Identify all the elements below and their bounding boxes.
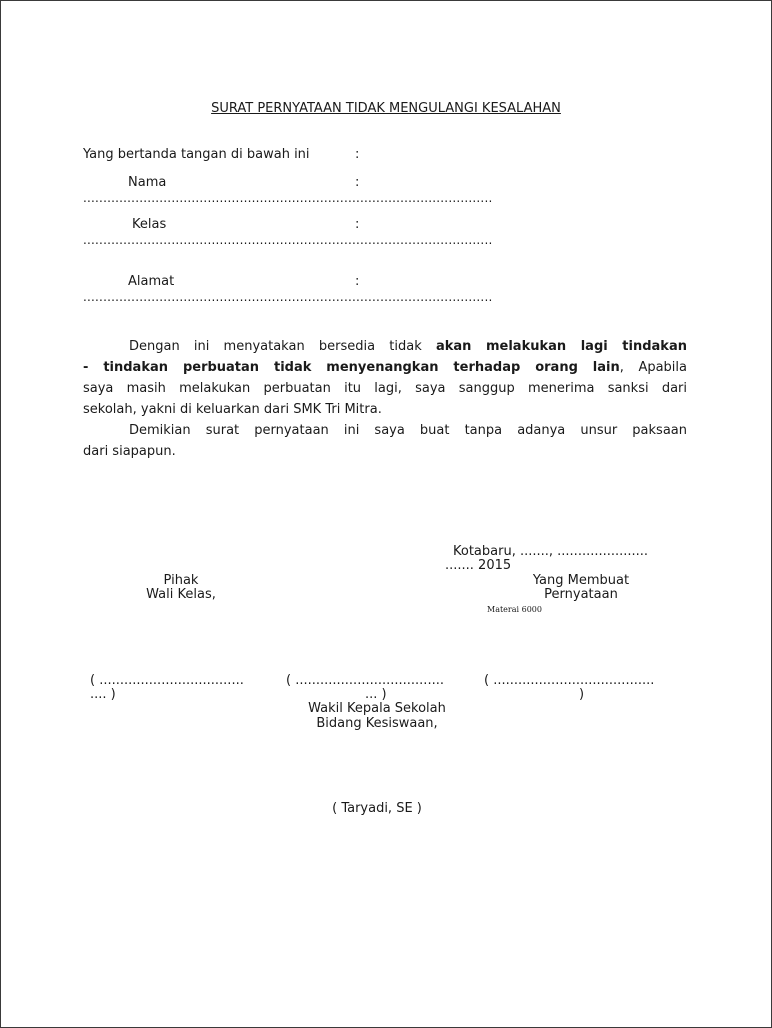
field-label-nama: Nama bbox=[128, 175, 167, 190]
left-sig-name-line1: ( ................................... bbox=[90, 673, 244, 688]
middle-sig-title1: Wakil Kepala Sekolah bbox=[308, 701, 446, 716]
field-label-alamat: Alamat bbox=[128, 274, 175, 289]
statement-line-2 bbox=[83, 357, 687, 378]
statement-bold-1: akan melakukan lagi tindakan bbox=[435, 339, 687, 354]
statement-text-start: Dengan ini menyatakan bersedia tidak bbox=[129, 339, 436, 354]
meterai-label: Materai 6000 bbox=[487, 605, 542, 614]
middle-sig-name-line1: ( .................................... bbox=[286, 673, 444, 688]
document-title: SURAT PERNYATAAN TIDAK MENGULANGI KESALAHAN bbox=[211, 101, 561, 116]
statement-line-4: sekolah, yakni di keluarkan dari SMK Tri Mitra. bbox=[83, 402, 382, 417]
closing-text: Demikian surat pernyataan ini saya buat tanpa adanya unsur paksaan bbox=[129, 423, 687, 438]
statement-bold-2: - tindakan perbuatan tidak menyenangkan terhadap orang lain bbox=[83, 360, 620, 375]
closing-line-1 bbox=[83, 420, 687, 441]
official-name: ( Taryadi, SE ) bbox=[332, 801, 422, 816]
statement-after-bold: , Apabila bbox=[619, 360, 687, 375]
right-sig-line1: Yang Membuat bbox=[532, 573, 630, 588]
closing-line-2: dari siapapun. bbox=[83, 444, 176, 459]
intro-text: Yang bertanda tangan di bawah ini bbox=[83, 147, 310, 162]
right-sig-name-line2: ) bbox=[579, 687, 585, 702]
statement-line-1 bbox=[83, 336, 687, 357]
middle-sig-title2: Bidang Kesiswaan, bbox=[316, 716, 438, 731]
field-colon-kelas: : bbox=[355, 217, 360, 232]
intro-colon: : bbox=[355, 147, 360, 162]
left-sig-name-line2: .... ) bbox=[90, 687, 116, 702]
statement-paragraph bbox=[83, 336, 687, 462]
place-date-line2: ....... 2015 bbox=[445, 558, 512, 573]
middle-sig-name-line2: ... ) bbox=[365, 687, 387, 702]
field-colon-nama: : bbox=[355, 175, 360, 190]
field-dots-nama: ...................................................................................................... bbox=[83, 191, 493, 205]
field-dots-kelas: ...................................................................................................... bbox=[83, 233, 493, 247]
place-date-line1: Kotabaru, ......., ...................... bbox=[453, 544, 649, 559]
left-sig-line2: Wali Kelas, bbox=[146, 587, 216, 602]
field-dots-alamat: ...................................................................................................... bbox=[83, 290, 493, 304]
statement-line-3: saya masih melakukan perbuatan itu lagi, saya sanggup menerima sanksi dari bbox=[83, 381, 687, 396]
field-label-kelas: Kelas bbox=[132, 217, 167, 232]
field-colon-alamat: : bbox=[355, 274, 360, 289]
left-sig-line1: Pihak bbox=[163, 573, 199, 588]
right-sig-line2: Pernyataan bbox=[544, 587, 618, 602]
right-sig-name-line1: ( ....................................... bbox=[484, 673, 655, 688]
